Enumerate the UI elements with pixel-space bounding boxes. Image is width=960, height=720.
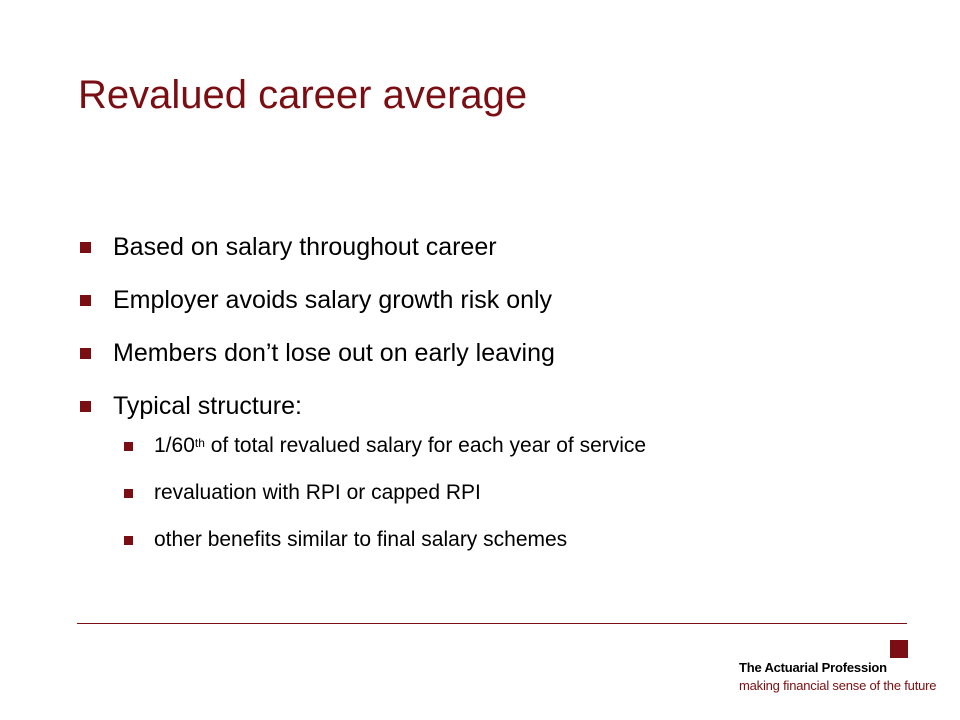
square-bullet-icon: [124, 442, 133, 451]
sub-bullet-text: 1/60: [154, 434, 195, 457]
sub-bullet-text: other benefits similar to final salary schemes: [154, 528, 568, 551]
square-bullet-icon: [80, 348, 91, 359]
bullet-item: [78, 338, 646, 368]
bullet-text: Based on salary throughout career: [113, 233, 497, 261]
bullet-text: Typical structure:: [113, 392, 302, 420]
square-bullet-icon: [80, 295, 91, 306]
superscript: th: [194, 436, 205, 450]
square-bullet-icon: [80, 401, 91, 412]
square-bullet-icon: [124, 489, 133, 498]
sub-bullet-item: [78, 527, 646, 553]
square-bullet-icon: [124, 536, 133, 545]
bullet-text: Members don’t lose out on early leaving: [113, 339, 555, 367]
footer-divider: [77, 623, 907, 624]
square-bullet-icon: [80, 242, 91, 253]
organization-tagline: making financial sense of the future: [739, 678, 937, 693]
bullet-list: [78, 232, 646, 574]
bullet-text: Employer avoids salary growth risk only: [113, 286, 553, 314]
slide-title: Revalued career average: [78, 73, 528, 117]
bullet-item: [78, 232, 646, 262]
bullet-item: [78, 391, 646, 553]
sub-bullet-text: revaluation with RPI or capped RPI: [154, 481, 481, 504]
bullet-item: [78, 285, 646, 315]
sub-bullet-text: of total revalued salary for each year of service: [204, 434, 647, 457]
sub-bullet-list: [113, 433, 646, 553]
square-logo-icon: [890, 640, 908, 658]
sub-bullet-item: [78, 433, 646, 459]
sub-bullet-item: [78, 480, 646, 506]
organization-name: The Actuarial Profession: [739, 660, 887, 675]
